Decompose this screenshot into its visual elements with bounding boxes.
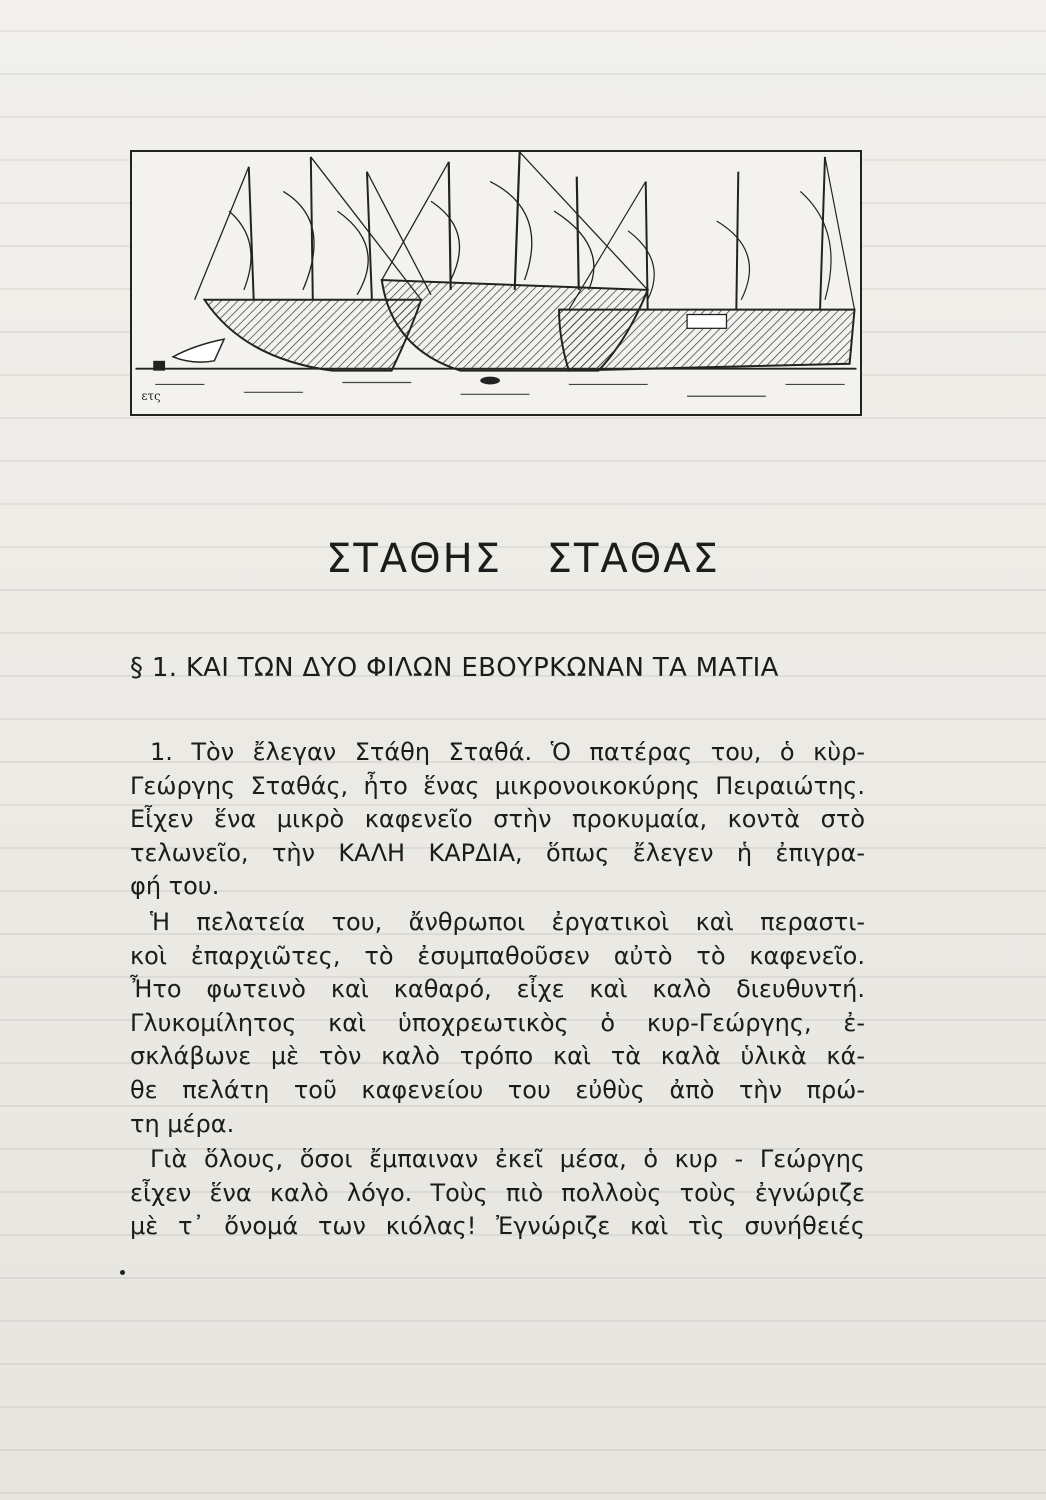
ink-dot (120, 1270, 125, 1275)
text-line: Ἡ πελατεία του, ἄνθρωποι ἐργατικοὶ καὶ περαστι- (150, 907, 865, 936)
text-line: θε πελάτη τοῦ καφενείου του εὐθὺς ἀπὸ τὴν πρώ- (130, 1075, 865, 1104)
text-line: σκλάβωνε μὲ τὸν καλὸ τρόπο καὶ τὰ καλὰ ὑλικὰ κά- (130, 1042, 865, 1071)
text-line: τη μέρα. (130, 1109, 235, 1138)
text-line: Γεώργης Σταθάς, ἦτο ἕνας μικρονοικοκύρης Πειραιώτης. (130, 771, 865, 800)
text-line: μὲ τ᾿ ὄνομά των κιόλας! Ἐγνώριζε καὶ τὶς συνήθειές (130, 1212, 865, 1241)
ships-illustration (130, 150, 862, 416)
text-line: εἶχεν ἕνα καλὸ λόγο. Τοὺς πιὸ πολλοὺς τοὺς ἐγνώριζε (130, 1178, 865, 1207)
text-line: 1. Τὸν ἔλεγαν Στάθη Σταθά. Ὁ πατέρας του, ὁ κὺρ- (150, 738, 865, 766)
text-line: Γλυκομίλητος καὶ ὑποχρεωτικὸς ὁ κυρ-Γεώργης, ἐ- (130, 1008, 865, 1037)
paragraph-3 (130, 1143, 865, 1244)
paragraph-2 (130, 906, 865, 1141)
text-line: τελωνεῖο, τὴν ΚΑΛΗ ΚΑΡΔΙΑ, ὅπως ἔλεγεν ἡ ἐπιγρα- (130, 838, 865, 867)
body-text (130, 736, 865, 1244)
text-line: Γιὰ ὅλους, ὅσοι ἔμπαιναν ἐκεῖ μέσα, ὁ κυρ - Γεώργης (150, 1145, 865, 1174)
section-heading: § 1. ΚΑΙ ΤΩΝ ΔΥΟ ΦΙΛΩΝ ΕΒΟΥΡΚΩΝΑΝ ΤΑ ΜΑΤΙΑ (130, 653, 779, 683)
text-line: Ἦτο φωτεινὸ καὶ καθαρό, εἶχε καὶ καλὸ διευθυντή. (130, 975, 865, 1004)
sailing-ships-harbor-icon (132, 152, 860, 414)
text-line: Εἶχεν ἕνα μικρὸ καφενεῖο στὴν προκυμαία, κοντὰ στὸ (130, 805, 865, 834)
text-line: φή του. (130, 872, 220, 901)
paragraph-1 (130, 736, 865, 904)
chapter-title: ΣΤΑΘΗΣ ΣΤΑΘΑΣ (326, 536, 720, 582)
text-line: κοὶ ἐπαρχιῶτες, τὸ ἐσυμπαθοῦσεν αὐτὸ τὸ καφενεῖο. (130, 941, 865, 970)
illustration-signature: ετς (141, 389, 161, 404)
